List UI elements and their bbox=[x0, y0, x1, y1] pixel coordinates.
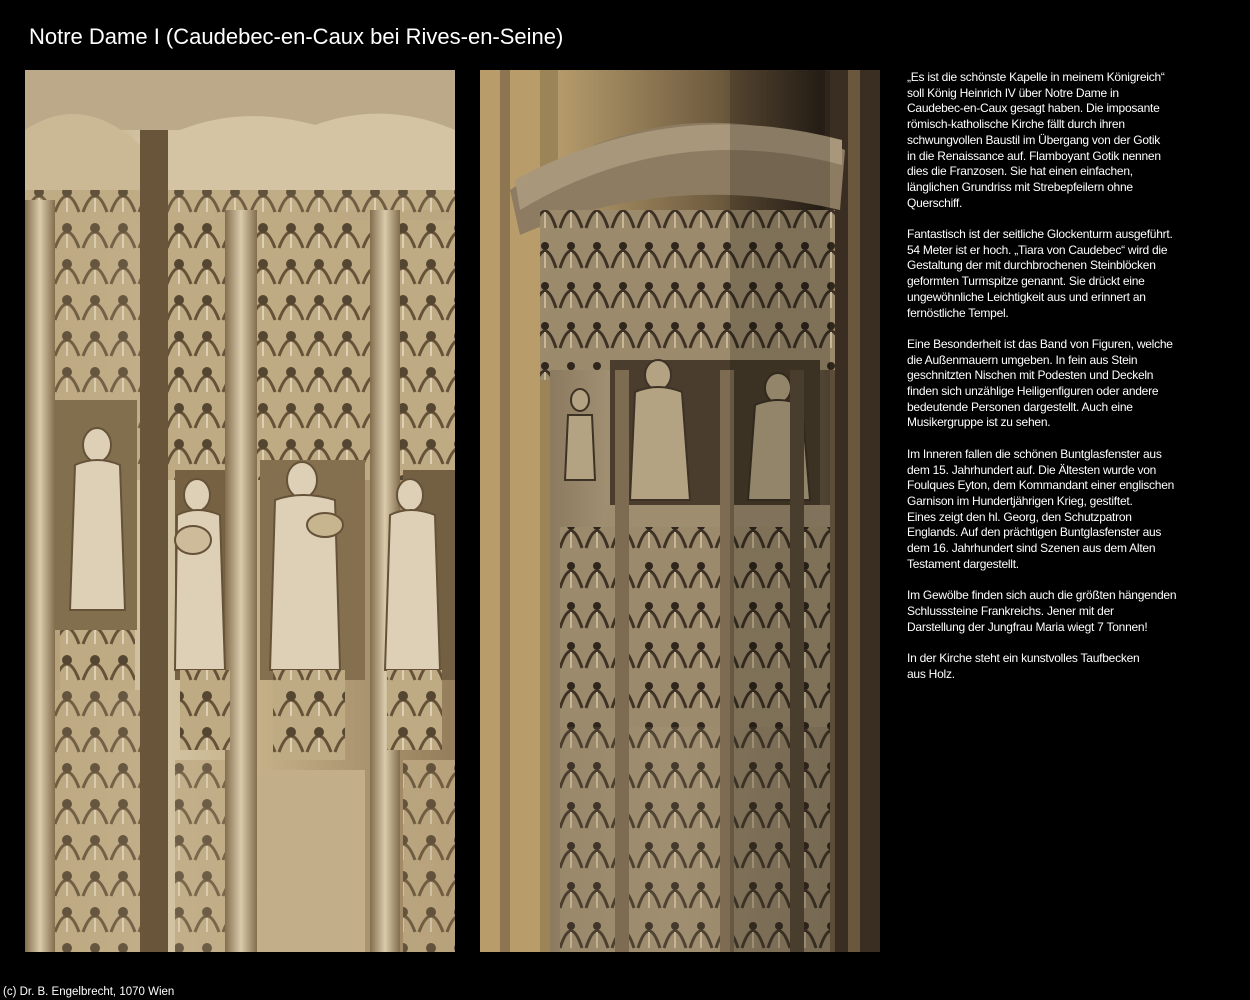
photo-musician-niches[interactable] bbox=[25, 70, 455, 952]
description-paragraph: In der Kirche steht ein kunstvolles Taufbecken aus Holz. bbox=[907, 650, 1140, 681]
description-paragraph: Fantastisch ist der seitliche Glockenturm ausgeführt. 54 Meter ist er hoch. „Tiara von Caudebec“ wird die Gestaltung der mit durchbrochenen Steinblöcken geformten Turmspitze genannt. Sie drückt eine ungewöhnliche Leichtigkeit aus und erinnert an fernöstliche Tempel. bbox=[907, 227, 1173, 320]
description-paragraph: Im Inneren fallen die schönen Buntglasfenster aus dem 15. Jahrhundert auf. Die Ältesten wurde von Foulques Eyton, dem Kommandant einer englischen Garnison im Hundertjährigen Krieg, gestiftet. Eines zeigt den hl. Georg, den Schutzpatron Englands. Auf den prächtigen Buntglasfenster aus dem 16. Jahrhundert sind Szenen aus dem Alten Testament dargestellt. bbox=[907, 446, 1175, 571]
photo-carved-pillar[interactable] bbox=[480, 70, 880, 952]
description-text bbox=[907, 70, 1207, 698]
stone-carving-left-image bbox=[25, 70, 455, 952]
description-paragraph: Eine Besonderheit ist das Band von Figuren, welche die Außenmauern umgeben. In fein aus Stein geschnitzten Nischen mit Podesten und Deckeln finden sich unzählige Heiligenfiguren oder andere bedeutende Personen dargestellt. Auch eine Musikergruppe ist zu sehen. bbox=[907, 336, 1173, 430]
copyright-notice: (c) Dr. B. Engelbrecht, 1070 Wien bbox=[3, 986, 175, 998]
page-title: Notre Dame I (Caudebec-en-Caux bei Rives-en-Seine) bbox=[29, 24, 564, 49]
description-paragraph: Im Gewölbe finden sich auch die größten hängenden Schlusssteine Frankreichs. Jener mit der Darstellung der Jungfrau Maria wiegt 7 Tonnen! bbox=[907, 588, 1177, 634]
stone-carving-right-image bbox=[480, 70, 880, 952]
description-paragraph: „Es ist die schönste Kapelle in meinem Königreich“ soll König Heinrich IV über Notre Dame in Caudebec-en-Caux gesagt haben. Die imposante römisch-katholische Kirche fällt durch ihren schwungvollen Baustil im Übergang von der Gotik in die Renaissance auf. Flamboyant Gotik nennen dies die Franzosen. Sie hat einen einfachen, länglichen Grundriss mit Strebepfeilern ohne Querschiff. bbox=[907, 70, 1165, 210]
